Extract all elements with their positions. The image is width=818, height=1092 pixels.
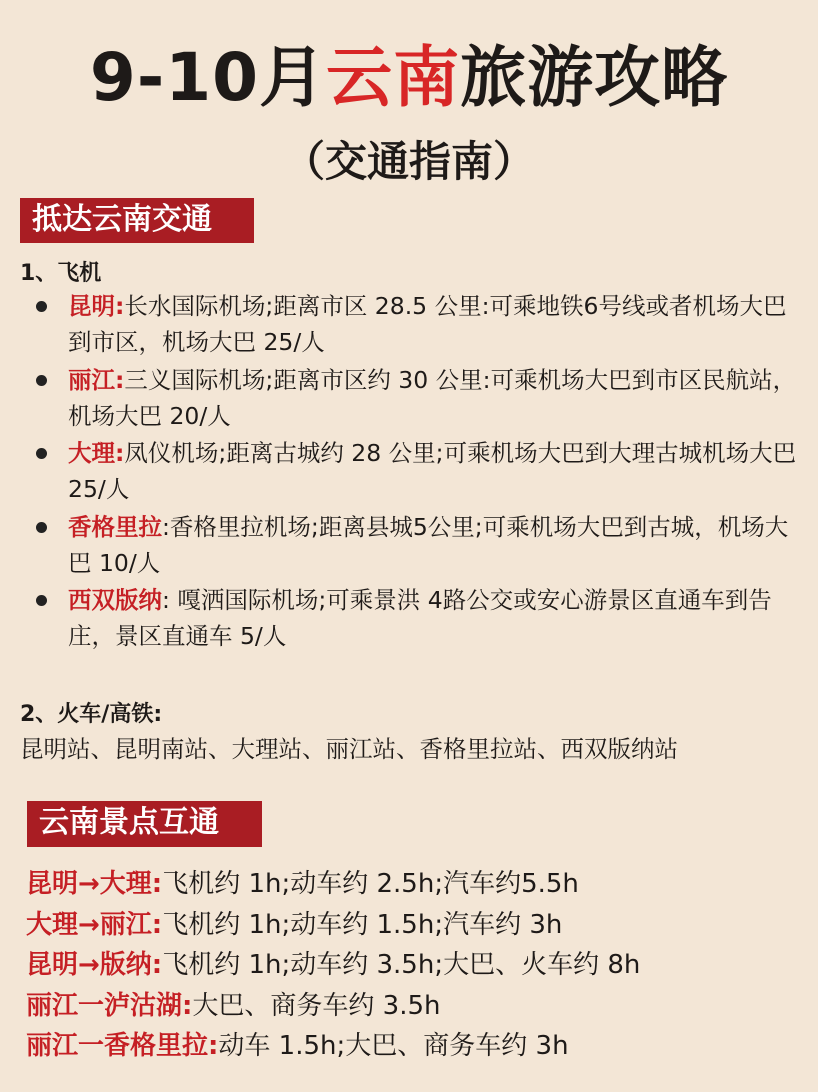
route-label: 昆明→大理: bbox=[26, 869, 163, 899]
city-label: 丽江: bbox=[68, 365, 125, 394]
route-detail: 动车 1.5h;大巴、商务车约 3h bbox=[218, 1031, 569, 1061]
section-routes-label: 云南景点互通 bbox=[27, 801, 262, 847]
title-accent: 云南 bbox=[326, 39, 461, 116]
flight-list bbox=[36, 288, 806, 656]
list-item bbox=[36, 362, 806, 434]
title-prefix: 9-10月 bbox=[89, 39, 327, 116]
item-text: : 嘎洒国际机场;可乘景洪 4路公交或安心游景区直通车到告庄，景区直通车 5/人 bbox=[68, 586, 772, 650]
route-label: 昆明→版纳: bbox=[26, 950, 163, 980]
list-item bbox=[36, 582, 806, 654]
city-label: 大理: bbox=[68, 439, 125, 467]
list-item bbox=[36, 435, 806, 507]
station-list: 昆明站、昆明南站、大理站、丽江站、香格里拉站、西双版纳站 bbox=[20, 735, 678, 763]
route-row bbox=[26, 905, 806, 946]
route-label: 丽江一泸沽湖: bbox=[26, 990, 193, 1021]
route-label: 大理→丽江: bbox=[26, 909, 163, 940]
city-label: 西双版纳 bbox=[68, 586, 162, 614]
item-text: :香格里拉机场;距离县城5公里;可乘机场大巴到古城，机场大巴 10/人 bbox=[68, 512, 789, 577]
title-suffix: 旅游攻略 bbox=[460, 39, 729, 116]
bullet-icon bbox=[36, 375, 47, 386]
city-label: 香格里拉 bbox=[68, 512, 162, 541]
route-detail: 飞机约 1h;动车约 3.5h;大巴、火车约 8h bbox=[162, 950, 641, 980]
route-list bbox=[26, 864, 806, 1067]
route-row bbox=[26, 864, 806, 905]
train-heading: 2、火车/高铁: bbox=[20, 702, 163, 727]
list-item bbox=[36, 509, 806, 581]
route-detail: 大巴、商务车约 3.5h bbox=[192, 990, 441, 1021]
route-row bbox=[26, 945, 806, 986]
route-detail: 飞机约 1h;动车约 1.5h;汽车约 3h bbox=[162, 909, 563, 940]
bullet-icon bbox=[36, 595, 47, 606]
item-text: 长水国际机场;距离市区 28.5 公里:可乘地铁6号线或者机场大巴到市区，机场大巴 25/人 bbox=[68, 292, 787, 356]
bullet-icon bbox=[36, 301, 47, 312]
route-row bbox=[26, 986, 806, 1027]
page-title bbox=[0, 28, 818, 128]
item-text: 三义国际机场;距离市区约 30 公里:可乘机场大巴到市区民航站，机场大巴 20/人 bbox=[68, 365, 797, 430]
flight-heading: 1、飞机 bbox=[20, 261, 102, 286]
list-item bbox=[36, 288, 806, 360]
bullet-icon bbox=[36, 522, 47, 533]
route-detail: 飞机约 1h;动车约 2.5h;汽车约5.5h bbox=[162, 869, 579, 899]
section-arrival-label: 抵达云南交通 bbox=[20, 198, 254, 243]
bullet-icon bbox=[36, 448, 47, 459]
city-label: 昆明: bbox=[68, 292, 125, 320]
route-label: 丽江一香格里拉: bbox=[26, 1031, 219, 1061]
page-subtitle: （交通指南） bbox=[282, 137, 535, 186]
route-row bbox=[26, 1026, 806, 1067]
item-text: 凤仪机场;距离古城约 28 公里;可乘机场大巴到大理古城机场大巴 25/人 bbox=[68, 439, 797, 503]
